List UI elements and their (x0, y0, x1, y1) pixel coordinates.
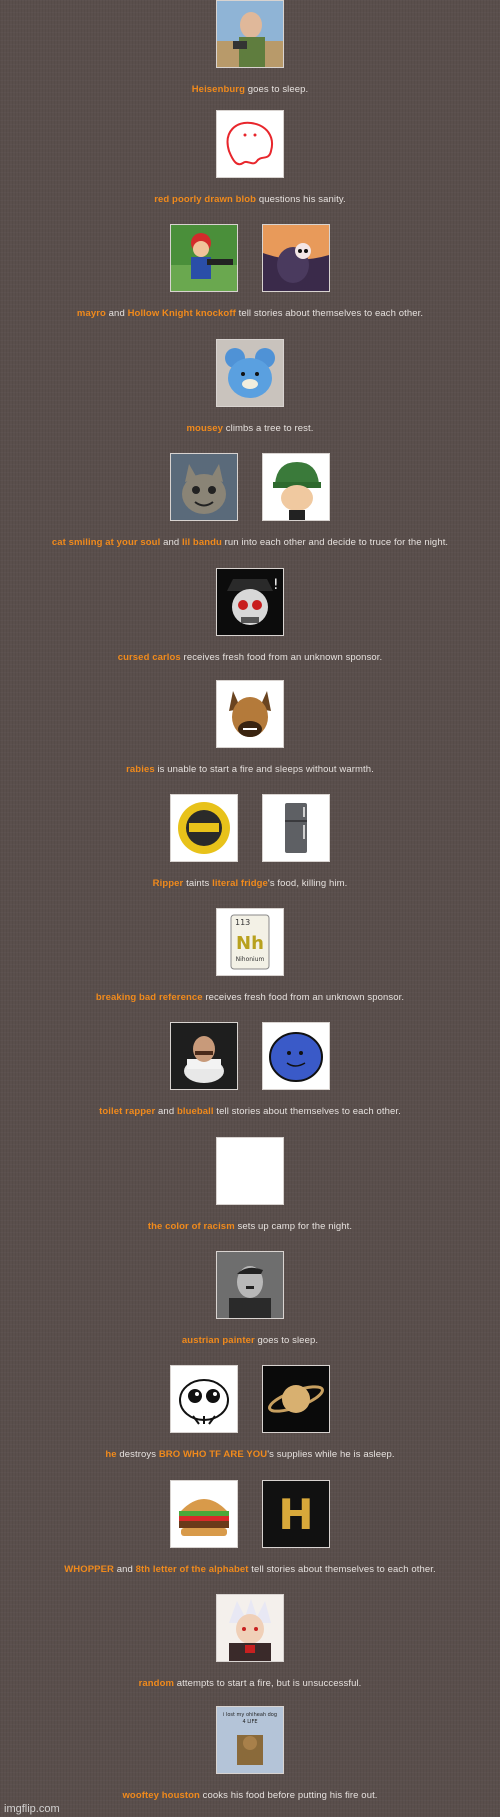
caption-text: tell stories about themselves to each other. (248, 1564, 436, 1575)
event-avatars (0, 1022, 500, 1092)
event-avatars (0, 908, 500, 978)
caption-text: 's supplies while he is asleep. (267, 1449, 395, 1460)
tribute-name: toilet rapper (99, 1106, 156, 1117)
event-item (0, 339, 500, 435)
svg-text:Nh: Nh (236, 933, 264, 954)
event-avatars (0, 794, 500, 864)
caption-text: tell stories about themselves to each other. (235, 308, 424, 319)
event-caption (0, 537, 500, 549)
caption-text: run into each other and decide to truce for the night. (221, 537, 449, 548)
anime-guy-image (216, 1594, 284, 1662)
caption-text: receives fresh food from an unknown sponsor. (202, 992, 405, 1003)
red-blob-image (216, 110, 284, 178)
svg-text:Nihonium: Nihonium (235, 956, 265, 963)
event-caption (0, 1678, 500, 1690)
event-item (0, 680, 500, 776)
heisenberg-image (216, 0, 284, 68)
event-item (0, 0, 500, 96)
svg-text:4 LIFE: 4 LIFE (242, 1719, 258, 1725)
caption-text: and (160, 537, 182, 548)
white-square-image (216, 1137, 284, 1205)
tribute-name: literal fridge (212, 878, 268, 889)
event-item (0, 1594, 500, 1690)
ripper-emblem-image (170, 794, 238, 862)
event-caption (0, 1790, 500, 1802)
event-caption (0, 1564, 500, 1576)
painter-portrait-image (216, 1251, 284, 1319)
event-avatars (0, 1706, 500, 1776)
caption-text: receives fresh food from an unknown sponsor. (180, 652, 383, 663)
event-avatars (0, 680, 500, 750)
tribute-name: lil bandu (181, 537, 222, 548)
event-caption (0, 652, 500, 664)
tribute-name: mousey (186, 423, 224, 434)
event-item (0, 1137, 500, 1233)
event-caption (0, 764, 500, 776)
event-avatars (0, 1365, 500, 1435)
event-caption (0, 84, 500, 96)
caption-text: goes to sleep. (254, 1335, 319, 1346)
event-avatars (0, 1251, 500, 1321)
caption-text: attempts to start a fire, but is unsuccessful. (174, 1678, 362, 1689)
event-avatars (0, 0, 500, 70)
caption-text: is unable to start a fire and sleeps without warmth. (154, 764, 374, 775)
event-caption (0, 1221, 500, 1233)
tribute-name: Heisenburg (191, 84, 245, 95)
caption-text: sets up camp for the night. (234, 1221, 353, 1232)
tribute-name: random (138, 1678, 175, 1689)
event-caption (0, 194, 500, 206)
blue-mouse-image (216, 339, 284, 407)
tribute-name: wooftey houston (122, 1790, 200, 1801)
tribute-name: austrian painter (181, 1335, 255, 1346)
fridge-image (262, 794, 330, 862)
tribute-name: 8th letter of the alphabet (135, 1564, 249, 1575)
event-item (0, 224, 500, 320)
svg-text:113: 113 (235, 918, 251, 927)
burger-image (170, 1480, 238, 1548)
tribute-name: red poorly drawn blob (154, 194, 257, 205)
tribute-name: WHOPPER (64, 1564, 114, 1575)
caption-text: cooks his food before putting his fire out. (199, 1790, 378, 1801)
toilet-man-image (170, 1022, 238, 1090)
caption-text: climbs a tree to rest. (223, 423, 314, 434)
nihonium-image (216, 908, 284, 976)
svg-text:!: ! (273, 577, 279, 593)
event-item (0, 1706, 500, 1802)
event-caption (0, 308, 500, 320)
event-caption (0, 1449, 500, 1461)
caption-text: destroys (116, 1449, 159, 1460)
cartoon-eyes-image (170, 1365, 238, 1433)
caption-text: tell stories about themselves to each other. (213, 1106, 401, 1117)
knight-purple-image (262, 224, 330, 292)
event-avatars (0, 1480, 500, 1550)
caption-text: and (155, 1106, 177, 1117)
saturn-image (262, 1365, 330, 1433)
caption-text: questions his sanity. (256, 194, 346, 205)
caption-text: goes to sleep. (244, 84, 309, 95)
angry-dog-image (216, 680, 284, 748)
watermark: imgflip.com (4, 1803, 60, 1815)
gold-h-image (262, 1480, 330, 1548)
event-item (0, 453, 500, 549)
tribute-name: rabies (126, 764, 155, 775)
tribute-name: mayro (76, 308, 106, 319)
event-item (0, 908, 500, 1004)
event-caption (0, 878, 500, 890)
event-caption (0, 1335, 500, 1347)
event-item (0, 1022, 500, 1118)
tribute-name: the color of racism (147, 1221, 235, 1232)
pirate-skull-image (216, 568, 284, 636)
event-caption (0, 423, 500, 435)
tribute-name: blueball (176, 1106, 214, 1117)
caption-text: and (114, 1564, 136, 1575)
caption-text: taints (183, 878, 213, 889)
event-caption (0, 1106, 500, 1118)
svg-text:i lost my ohiheah dog: i lost my ohiheah dog (222, 1712, 278, 1718)
event-avatars (0, 1594, 500, 1664)
meme-card-image (216, 1706, 284, 1774)
event-item (0, 568, 500, 664)
tribute-name: cat smiling at your soul (51, 537, 161, 548)
event-avatars (0, 453, 500, 523)
green-helmet-image (262, 453, 330, 521)
event-item (0, 110, 500, 206)
event-item (0, 1251, 500, 1347)
smiling-cat-image (170, 453, 238, 521)
event-avatars (0, 339, 500, 409)
tribute-name: he (105, 1449, 117, 1460)
mario-gun-image (170, 224, 238, 292)
event-avatars (0, 1137, 500, 1207)
event-avatars (0, 224, 500, 294)
caption-text: 's food, killing him. (267, 878, 348, 889)
tribute-name: Hollow Knight knockoff (127, 308, 236, 319)
event-avatars (0, 110, 500, 180)
event-item (0, 1480, 500, 1576)
tribute-name: cursed carlos (117, 652, 181, 663)
blue-ball-image (262, 1022, 330, 1090)
event-caption (0, 992, 500, 1004)
tribute-name: breaking bad reference (95, 992, 203, 1003)
event-avatars (0, 568, 500, 638)
event-item (0, 1365, 500, 1461)
event-item (0, 794, 500, 890)
svg-text:H: H (278, 1490, 314, 1539)
tribute-name: Ripper (152, 878, 184, 889)
caption-text: and (105, 308, 128, 319)
tribute-name: BRO WHO TF ARE YOU (158, 1449, 268, 1460)
